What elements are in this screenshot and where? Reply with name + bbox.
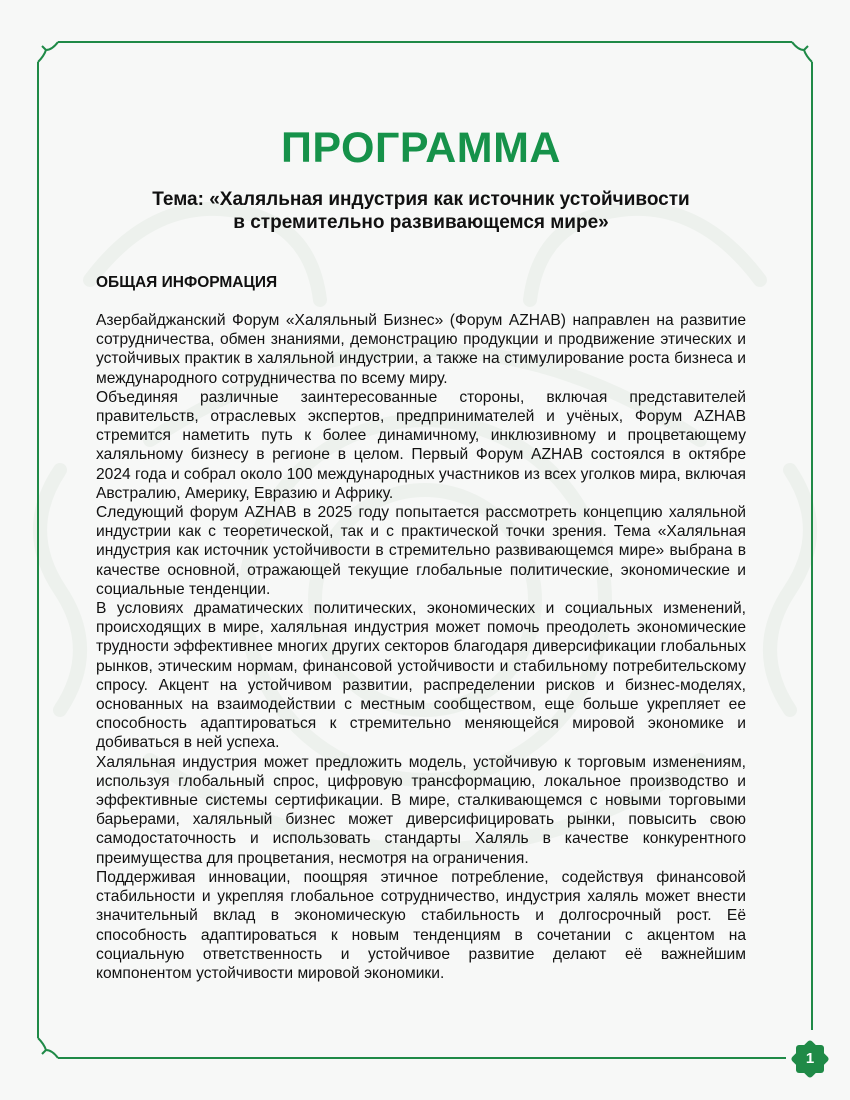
page-title: ПРОГРАММА [281,124,561,172]
theme-heading [96,188,746,234]
theme-line-1: Тема: «Халяльная индустрия как источник устойчивости [152,189,690,210]
paragraph: Объединяя различные заинтересованные стороны, включая представителей правительств, отраслевых экспертов, предпринимателей и учёных, Форум AZHAB стремится наметить путь к более динамичному, инклюзивному и процветающему халяльному бизнесу в регионе в целом. Первый Форум AZHAB состоялся в октябре 2024 года и собрал около 100 международных участников из всех уголков мира, включая Австралию, Америку, Евразию и Африку. [96,388,746,502]
page-number: 1 [805,1050,815,1067]
paragraph: Азербайджанский Форум «Халяльный Бизнес» (Форум AZHAB) направлен на развитие сотрудничества, обмен знаниями, демонстрацию продукции и продвижение этических и устойчивых практик в халяльной индустрии, а также на стимулирование роста бизнеса и международного сотрудничества по всему миру. [96,312,746,387]
paragraph: В условиях драматических политических, экономических и социальных изменений, происходящих в мире, халяльная индустрия может помочь преодолеть экономические трудности эффективнее многих других секторов благодаря диверсификации глобальных рынков, этическим нормам, финансовой устойчивости и стабильному потребительскому спросу. Акцент на устойчивом развитии, распределении рисков и бизнес-моделях, основанных на взаимодействии с местным сообществом, еще больше укрепляет ее способность адаптироваться к стремительно меняющейся мировой экономике и добиваться в ней успеха. [96,600,746,752]
section-heading: ОБЩАЯ ИНФОРМАЦИЯ [96,274,278,291]
body-text [96,311,746,983]
paragraph: Поддерживая инновации, поощряя этичное потребление, содействуя финансовой стабильности и укрепляя глобальное сотрудничество, индустрия халяль может внести значительный вклад в экономическую стабильность и долгосрочный рост. Её способность адаптироваться к новым тенденциям в сочетании с акцентом на социальную ответственность и устойчивое развитие делают её важнейшим компонентом устойчивости мировой экономики. [96,868,746,982]
theme-line-2: в стремительно развивающемся мире» [233,212,609,233]
paragraph: Халяльная индустрия может предложить модель, устойчивую к торговым изменениям, используя глобальный спрос, цифровую трансформацию, локальное производство и эффективные системы сертификации. В мире, сталкивающемся с новыми торговыми барьерами, халяльный бизнес может диверсифицировать рынки, повысить свою самодостаточность и использовать стандарты Халяль в качестве конкурентного преимущества для процветания, несмотря на ограничения. [96,753,746,867]
paragraph: Следующий форум AZHAB в 2025 году попытается рассмотреть концепцию халяльной индустрии как с теоретической, так и с практической точки зрения. Тема «Халяльная индустрия как источник устойчивости в стремительно развивающемся мире» выбрана в качестве основной, отражающей текущие глобальные политические, экономические и социальные тенденции. [96,504,746,598]
